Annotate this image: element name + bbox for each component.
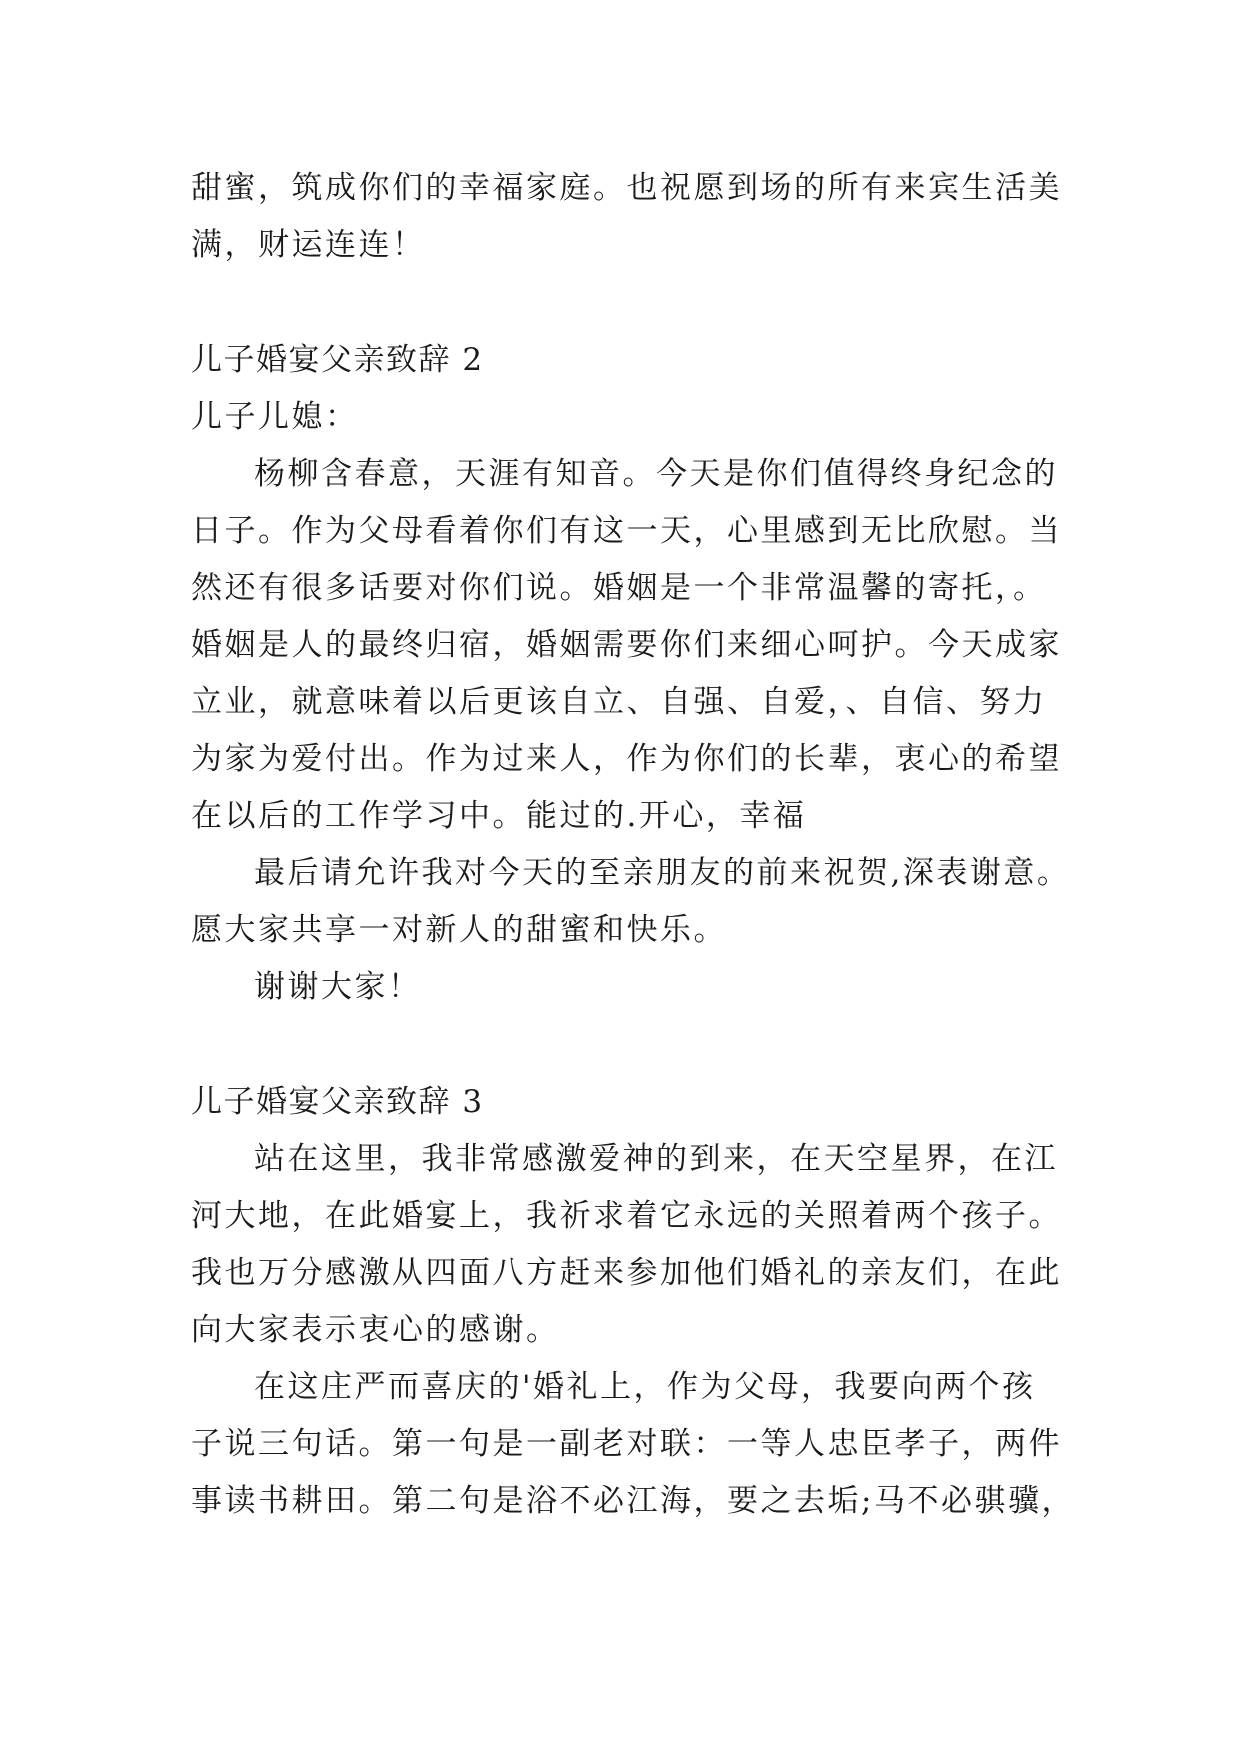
paragraph-first-line: 谢谢大家！ [254,969,422,1005]
paragraph-first-line: 在这庄严而喜庆的'婚礼上，作为父母，我要向两个孩 [254,1369,1036,1405]
text-line: 满，财运连连！ [191,227,426,263]
text-line: 愿大家共享一对新人的甜蜜和快乐。 [191,912,727,948]
paragraph-first-line: 杨柳含春意，天涯有知音。今天是你们值得终身纪念的 [254,456,1058,492]
text-line: 子说三句话。第一句是一副老对联：一等人忠臣孝子，两件 [191,1426,1062,1462]
text-line: 为家为爱付出。作为过来人，作为你们的长辈，衷心的希望 [191,741,1062,777]
text-line: 我也万分感激从四面八方赶来参加他们婚礼的亲友们，在此 [191,1255,1062,1291]
text-line: 河大地，在此婚宴上，我祈求着它永远的关照着两个孩子。 [191,1198,1062,1234]
text-line: 立业，就意味着以后更该自立、自强、自爱，、自信、努力 [191,684,1047,720]
text-line: 日子。作为父母看着你们有这一天，心里感到无比欣慰。当 [191,513,1062,549]
text-line: 甜蜜，筑成你们的幸福家庭。也祝愿到场的所有来宾生活美 [191,170,1062,206]
section-heading: 儿子婚宴父亲致辞 3 [191,1084,484,1120]
paragraph-first-line: 站在这里，我非常感激爱神的到来，在天空星界，在江 [254,1141,1058,1177]
paragraph-first-line: 最后请允许我对今天的至亲朋友的前来祝贺,深表谢意。 [254,855,1071,891]
text-line: 事读书耕田。第二句是浴不必江海，要之去垢;马不必骐骥， [191,1483,1075,1519]
text-line: 儿子儿媳： [191,399,359,435]
text-line: 婚姻是人的最终归宿，婚姻需要你们来细心呵护。今天成家 [191,627,1062,663]
text-line: 然还有很多话要对你们说。婚姻是一个非常温馨的寄托，。 [191,570,1047,606]
text-line: 在以后的工作学习中。能过的.开心，幸福 [191,798,807,834]
text-line: 向大家表示衷心的感谢。 [191,1312,560,1348]
section-heading: 儿子婚宴父亲致辞 2 [191,342,484,378]
